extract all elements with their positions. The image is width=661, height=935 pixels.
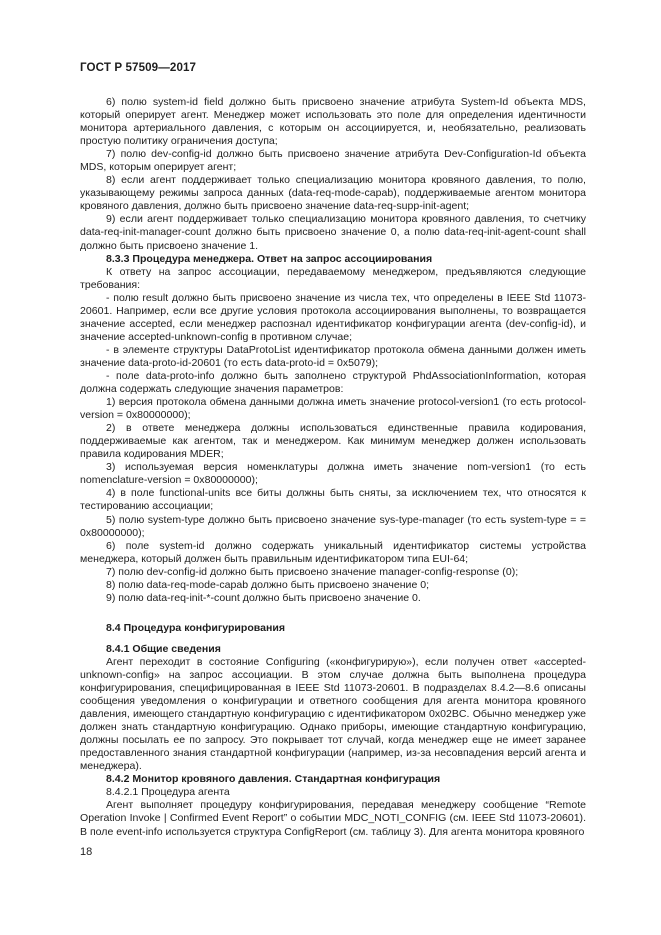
list-item: - поле data-proto-info должно быть заполнено структурой PhdAssociationInformation, которая должна содержать следующие значения параметров: bbox=[80, 369, 586, 396]
section-spacer bbox=[80, 635, 586, 643]
list-item: 1) версия протокола обмена данными должна иметь значение protocol-version1 (то есть protocol-version = 0x80000000); bbox=[80, 396, 586, 422]
list-item: 2) в ответе менеджера должны использоваться единственные правила кодирования, поддерживаемые как агентом, так и менеджером. Как минимум менеджер должен использовать правила кодирования MDER; bbox=[80, 422, 586, 461]
list-item: 9) полю data-req-init-*-count должно быть присвоено значение 0. bbox=[106, 591, 421, 604]
document-body bbox=[80, 96, 586, 839]
paragraph: Агент переходит в состояние Configuring («конфигурирую»), если получен ответ «accepted-unknown-config» на запрос ассоциации. В этом случае должна быть выполнена процедура конфигурирования, специфицированная в IEEE Std 11073-20601. В подразделах 8.4.2—8.6 описаны сообщения уведомления о конфигурации и ответного сообщения для агента монитора кровяного давления, имеющего стандартную конфигурацию с идентификатором 0x02BC. Обычно менеджер уже должен знать стандартную конфигурацию. Однако приборы, имеющие стандартную конфигурацию, должны посылать ее по запросу. Это покрывает тот случай, когда менеджер еще не имеет заранее предоставленного знания стандартной конфигурации (например, из-за несовпадения версий агента и менеджера). bbox=[80, 655, 586, 773]
list-item: 6) поле system-id должно содержать уникальный идентификатор системы устройства менеджера, который должен быть правильным идентификатором типа EUI-64; bbox=[80, 539, 586, 565]
list-item: 5) полю system-type должно быть присвоено значение sys-type-manager (то есть system-type = = 0x80000000); bbox=[80, 513, 586, 539]
section-heading-8-3-3: 8.3.3 Процедура менеджера. Ответ на запрос ассоциирования bbox=[106, 252, 433, 265]
list-item: 8) полю data-req-mode-capab должно быть присвоено значение 0; bbox=[106, 578, 430, 591]
subsection-title-8-4-2-1: 8.4.2.1 Процедура агента bbox=[106, 786, 230, 799]
paragraph: 7) полю dev-config-id должно быть присвоено значение атрибута Dev-Configuration-Id объекта MDS, которым оперирует агент; bbox=[80, 148, 586, 174]
list-item: - в элементе структуры DataProtoList идентификатор протокола обмена данными должен иметь значение data-proto-id-20601 (то есть data-proto-id = 0x5079); bbox=[80, 343, 586, 369]
section-heading-8-4-1: 8.4.1 Общие сведения bbox=[106, 642, 221, 655]
section-heading-8-4: 8.4 Процедура конфигурирования bbox=[106, 621, 286, 634]
paragraph: 6) полю system-id field должно быть присвоено значение атрибута System-Id объекта MDS, который оперирует агент. Менеджер может использовать это поле для определения идентичности монитора артериального давления, с которым он ассоциируется, и, необязательно, реализовать простую политику ограничения доступа; bbox=[80, 96, 586, 148]
paragraph: Агент выполняет процедуру конфигурирования, передавая менеджеру сообщение “Remote Operation Invoke | Confirmed Event Report” о событии MDC_NOTI_CONFIG (см. IEEE Std 11073-20601). В поле event-info используется структура ConfigReport (см. таблицу 3). Для агента монитора кровяного bbox=[80, 799, 586, 838]
list-item: 4) в поле functional-units все биты должны быть сняты, за исключением тех, что относятся к тестированию ассоциации; bbox=[80, 487, 586, 513]
standard-header: ГОСТ Р 57509—2017 bbox=[80, 61, 197, 74]
paragraph: 9) если агент поддерживает только специализацию монитора кровяного давления, то счетчику data-req-init-manager-count должно быть присвоено значение 0, а полю data-req-init-agent-count shall должно быть присвоено значение 1. bbox=[80, 213, 586, 252]
list-item: - полю result должно быть присвоено значение из числа тех, что определены в IEEE Std 11073-20601. Например, если все другие условия протокола ассоциирования выполнены, то возвращается значение accepted, если менеджер распознал идентификатор конфигурации агента (dev-config-id), и значение accepted-unknown-config в противном случае; bbox=[80, 291, 586, 343]
list-item: 3) используемая версия номенклатуры должна иметь значение nom-version1 (то есть nomenclature-version = 0x80000000); bbox=[80, 461, 586, 487]
section-heading-8-4-2: 8.4.2 Монитор кровяного давления. Стандартная конфигурация bbox=[106, 773, 441, 786]
page-number: 18 bbox=[80, 846, 93, 858]
paragraph: 8) если агент поддерживает только специализацию монитора кровяного давления, то полю, указывающему режимы запроса данных (data-req-mode-capab), поддерживаемые агентом монитора кровяного давления, должно быть присвоено значение data-req-supp-init-agent; bbox=[80, 174, 586, 213]
section-spacer bbox=[80, 605, 586, 622]
paragraph: К ответу на запрос ассоциации, передаваемому менеджером, предъявляются следующие требования: bbox=[80, 265, 586, 291]
list-item: 7) полю dev-config-id должно быть присвоено значение manager-config-response (0); bbox=[106, 565, 519, 578]
